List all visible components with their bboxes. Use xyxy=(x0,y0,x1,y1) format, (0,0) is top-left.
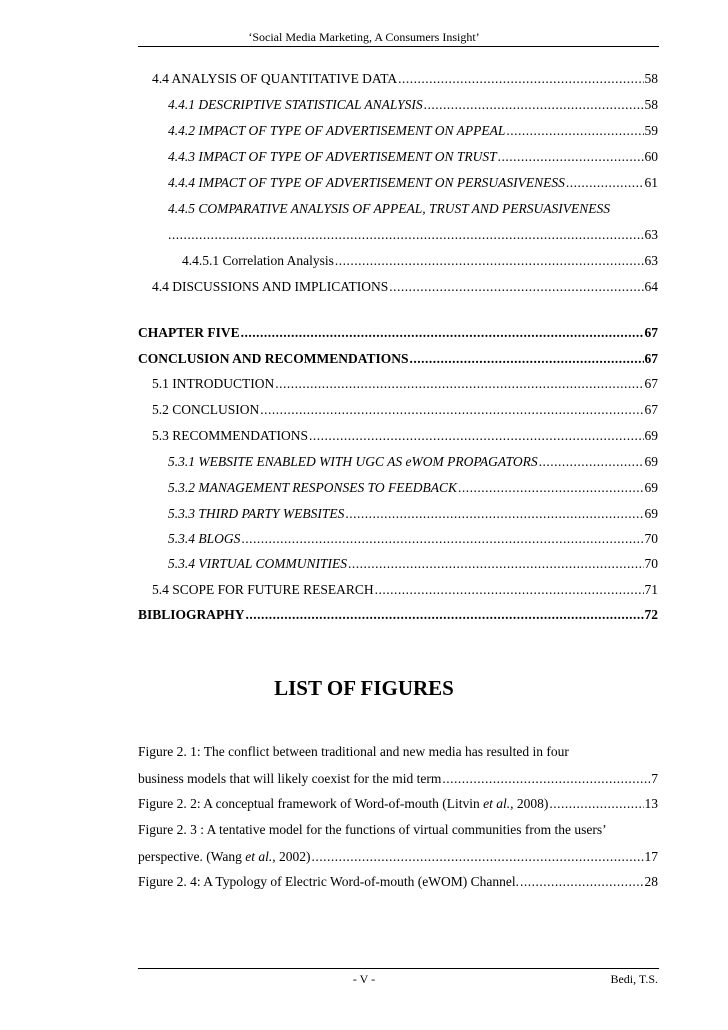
figure-label-text: perspective. (Wang xyxy=(138,849,246,864)
toc-entry-5-1 xyxy=(152,376,658,392)
toc-page: 69 xyxy=(644,480,658,495)
leader-dots xyxy=(389,279,643,295)
toc-entry-5-2 xyxy=(152,402,658,418)
leader-dots xyxy=(309,428,643,444)
list-of-figures-title: LIST OF FIGURES xyxy=(274,676,454,700)
toc-label: 5.3.4 VIRTUAL COMMUNITIES xyxy=(168,556,348,571)
toc-page: 64 xyxy=(644,279,658,294)
toc-page: 69 xyxy=(644,454,658,469)
leader-dots xyxy=(345,506,643,522)
toc-label: 5.3 RECOMMENDATIONS xyxy=(152,428,309,443)
toc-page: 59 xyxy=(644,123,658,138)
figure-label xyxy=(138,849,311,865)
toc-label: 5.3.2 MANAGEMENT RESPONSES TO FEEDBACK xyxy=(168,480,457,495)
leader-dots xyxy=(458,480,644,496)
toc-page: 67 xyxy=(644,376,658,391)
toc-label: 4.4 DISCUSSIONS AND IMPLICATIONS xyxy=(152,279,389,294)
toc-page: 71 xyxy=(644,582,658,597)
toc-entry-5-3-3 xyxy=(168,506,658,522)
toc-label: CONCLUSION AND RECOMMENDATIONS xyxy=(138,351,409,366)
toc-page: 67 xyxy=(644,351,658,366)
toc-label: 4.4.3 IMPACT OF TYPE OF ADVERTISEMENT ON TRUST xyxy=(168,149,497,164)
toc-entry-5-3-1 xyxy=(168,454,658,470)
figure-label xyxy=(138,796,548,812)
leader-dots xyxy=(168,227,644,243)
running-header: ‘Social Media Marketing, A Consumers Insight’ xyxy=(248,30,480,44)
toc-entry-5-3 xyxy=(152,428,658,444)
leader-dots xyxy=(506,123,643,139)
figure-label-emphasis: et al., xyxy=(483,796,514,811)
figure-2-4-entry xyxy=(138,874,658,890)
toc-page: 67 xyxy=(644,402,658,417)
toc-label: 4.4 ANALYSIS OF QUANTITATIVE DATA xyxy=(152,71,398,86)
leader-dots xyxy=(566,175,644,191)
figure-2-3-entry xyxy=(138,849,658,865)
toc-page: 60 xyxy=(644,149,658,164)
figure-page: 28 xyxy=(644,874,658,889)
toc-label: 4.4.1 DESCRIPTIVE STATISTICAL ANALYSIS xyxy=(168,97,423,112)
toc-page: 63 xyxy=(644,253,658,268)
toc-entry-5-3-2 xyxy=(168,480,658,496)
toc-label: 5.4 SCOPE FOR FUTURE RESEARCH xyxy=(152,582,374,597)
leader-dots xyxy=(260,402,643,418)
toc-label: 5.1 INTRODUCTION xyxy=(152,376,275,391)
leader-dots xyxy=(410,351,644,367)
toc-label: 5.3.4 BLOGS xyxy=(168,531,241,546)
leader-dots xyxy=(241,531,643,547)
toc-entry-chapter-five-title xyxy=(138,351,658,367)
leader-dots xyxy=(246,607,644,623)
toc-page: 69 xyxy=(644,506,658,521)
figure-label: business models that will likely coexist for the mid term xyxy=(138,771,442,786)
leader-dots xyxy=(424,97,644,113)
toc-entry-5-3-4-virtual xyxy=(168,556,658,572)
figure-label-text-end: 2002) xyxy=(275,849,311,864)
toc-entry-4-4-5 xyxy=(168,227,658,243)
toc-page: 72 xyxy=(644,607,658,622)
toc-entry-4-4-5-label: 4.4.5 COMPARATIVE ANALYSIS OF APPEAL, TRUST AND PERSUASIVENESS xyxy=(168,201,610,216)
figure-label: Figure 2. 4: A Typology of Electric Word-of-mouth (eWOM) Channel. xyxy=(138,874,520,889)
figure-label-emphasis: et al., xyxy=(245,849,276,864)
toc-page: 70 xyxy=(644,556,658,571)
toc-entry-4-4 xyxy=(152,71,658,87)
figure-page: 13 xyxy=(644,796,658,811)
toc-entry-5-3-4-blogs xyxy=(168,531,658,547)
page-number: - V - xyxy=(352,972,376,986)
toc-label: CHAPTER FIVE xyxy=(138,325,240,340)
figure-2-2-entry xyxy=(138,796,658,812)
toc-page: 70 xyxy=(644,531,658,546)
toc-page: 63 xyxy=(644,227,658,242)
leader-dots xyxy=(520,874,643,890)
figure-page: 7 xyxy=(651,771,658,786)
toc-entry-4-4-3 xyxy=(168,149,658,165)
figure-label-text: Figure 2. 2: A conceptual framework of Word-of-mouth (Litvin xyxy=(138,796,484,811)
leader-dots xyxy=(348,556,643,572)
figure-page: 17 xyxy=(644,849,658,864)
leader-dots xyxy=(275,376,643,392)
toc-page: 58 xyxy=(644,71,658,86)
toc-entry-bibliography xyxy=(138,607,658,623)
figure-2-1-entry xyxy=(138,771,658,787)
leader-dots xyxy=(335,253,644,269)
toc-entry-4-4-2 xyxy=(168,123,658,139)
toc-page: 58 xyxy=(644,97,658,112)
toc-entry-chapter-five xyxy=(138,325,658,341)
leader-dots xyxy=(375,582,644,598)
toc-entry-4-4-4 xyxy=(168,175,658,191)
toc-label: 4.4.4 IMPACT OF TYPE OF ADVERTISEMENT ON PERSUASIVENESS xyxy=(168,175,565,190)
toc-page: 69 xyxy=(644,428,658,443)
toc-label: 5.3.3 THIRD PARTY WEBSITES xyxy=(168,506,345,521)
toc-label: 5.3.1 WEBSITE ENABLED WITH UGC AS eWOM PROPAGATORS xyxy=(168,454,538,469)
leader-dots xyxy=(539,454,644,470)
leader-dots xyxy=(549,796,643,812)
footer-author: Bedi, T.S. xyxy=(610,972,658,986)
header-rule xyxy=(138,46,659,47)
toc-label: 4.4.5.1 Correlation Analysis xyxy=(182,253,334,268)
toc-label: BIBLIOGRAPHY xyxy=(138,607,245,622)
toc-entry-4-4-5-1 xyxy=(182,253,658,269)
toc-entry-4-4-discussions xyxy=(152,279,658,295)
leader-dots xyxy=(241,325,644,341)
toc-label: 5.2 CONCLUSION xyxy=(152,402,260,417)
figure-label-text-end: 2008) xyxy=(513,796,549,811)
figure-2-3-line1: Figure 2. 3 : A tentative model for the functions of virtual communities from the users’ xyxy=(138,822,607,837)
footer-rule xyxy=(138,968,659,969)
leader-dots xyxy=(442,771,650,787)
toc-label: 4.4.2 IMPACT OF TYPE OF ADVERTISEMENT ON APPEAL xyxy=(168,123,506,138)
leader-dots xyxy=(312,849,644,865)
toc-entry-5-4 xyxy=(152,582,658,598)
figure-2-1-line1: Figure 2. 1: The conflict between traditional and new media has resulted in four xyxy=(138,744,569,759)
toc-entry-4-4-1 xyxy=(168,97,658,113)
toc-page: 61 xyxy=(644,175,658,190)
leader-dots xyxy=(398,71,643,87)
leader-dots xyxy=(498,149,644,165)
toc-page: 67 xyxy=(644,325,658,340)
